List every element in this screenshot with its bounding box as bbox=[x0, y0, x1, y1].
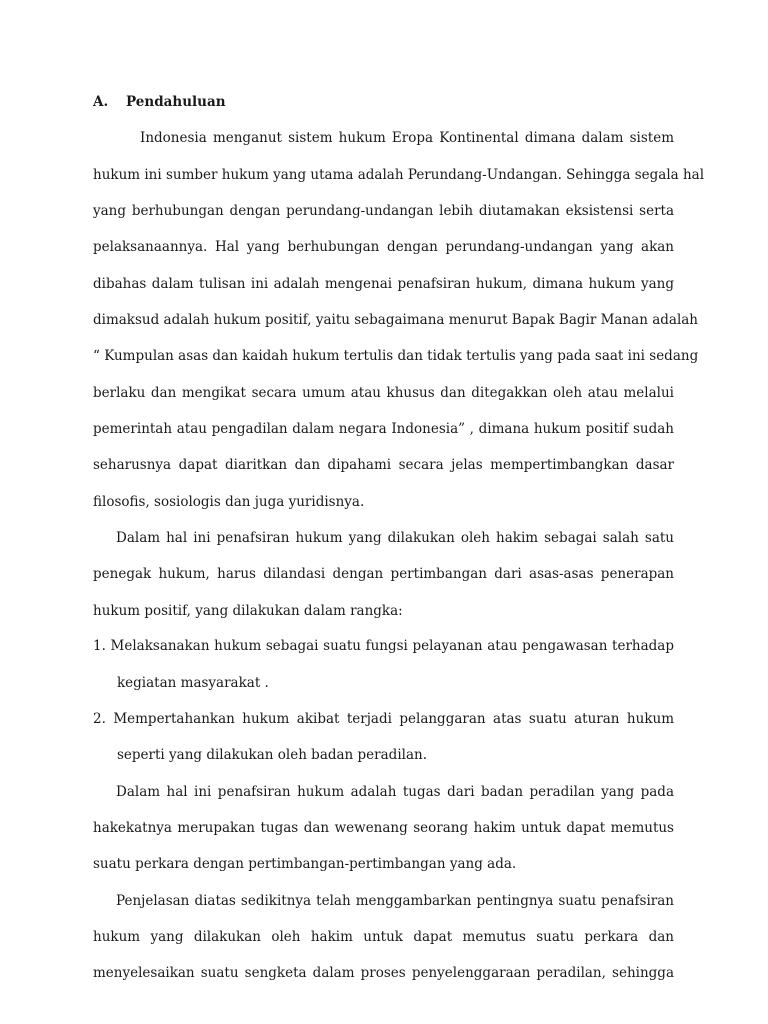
paragraph-line: dibahas dalam tulisan ini adalah mengenai penafsiran hukum, dimana hukum yang bbox=[93, 276, 674, 292]
paragraph-line: hakekatnya merupakan tugas dan wewenang seorang hakim untuk dapat memutus bbox=[93, 820, 674, 836]
list-item-line: seperti yang dilakukan oleh badan peradilan. bbox=[117, 747, 427, 763]
paragraph-line: pelaksanaannya. Hal yang berhubungan dengan perundang-undangan yang akan bbox=[93, 239, 674, 255]
paragraph-line: Penjelasan diatas sedikitnya telah menggambarkan pentingnya suatu penafsiran bbox=[116, 893, 674, 909]
paragraph-line: “ Kumpulan asas dan kaidah hukum tertulis dan tidak tertulis yang pada saat ini sedang bbox=[93, 348, 699, 364]
section-number: A. bbox=[93, 94, 109, 110]
paragraph-line: filosofis, sosiologis dan juga yuridisnya. bbox=[93, 494, 365, 510]
paragraph-line: yang berhubungan dengan perundang-undangan lebih diutamakan eksistensi serta bbox=[93, 203, 674, 219]
paragraph-line: hukum positif, yang dilakukan dalam rangka: bbox=[93, 603, 403, 619]
paragraph-line: Dalam hal ini penafsiran hukum adalah tugas dari badan peradilan yang pada bbox=[116, 784, 674, 800]
list-item-line: kegiatan masyarakat . bbox=[117, 675, 269, 691]
paragraph-line: Dalam hal ini penafsiran hukum yang dilakukan oleh hakim sebagai salah satu bbox=[116, 530, 674, 546]
paragraph-line: dimaksud adalah hukum positif, yaitu sebagaimana menurut Bapak Bagir Manan adalah bbox=[93, 312, 699, 328]
list-item-line: 2. Mempertahankan hukum akibat terjadi pelanggaran atas suatu aturan hukum bbox=[93, 711, 674, 727]
paragraph-line: seharusnya dapat diaritkan dan dipahami secara jelas mempertimbangkan dasar bbox=[93, 457, 674, 473]
paragraph-line: penegak hukum, harus dilandasi dengan pertimbangan dari asas-asas penerapan bbox=[93, 566, 674, 582]
list-item-line: 1. Melaksanakan hukum sebagai suatu fungsi pelayanan atau pengawasan terhadap bbox=[93, 638, 674, 654]
paragraph-line: menyelesaikan suatu sengketa dalam proses penyelenggaraan peradilan, sehingga bbox=[93, 965, 674, 981]
paragraph-line: pemerintah atau pengadilan dalam negara Indonesia” , dimana hukum positif sudah bbox=[93, 421, 674, 437]
paragraph-line: suatu perkara dengan pertimbangan-pertimbangan yang ada. bbox=[93, 856, 517, 872]
paragraph-line: hukum ini sumber hukum yang utama adalah Perundang-Undangan. Sehingga segala hal bbox=[93, 167, 705, 183]
paragraph-line: hukum yang dilakukan oleh hakim untuk dapat memutus suatu perkara dan bbox=[93, 929, 674, 945]
paragraph-line: berlaku dan mengikat secara umum atau khusus dan ditegakkan oleh atau melalui bbox=[93, 385, 674, 401]
paragraph-line: Indonesia menganut sistem hukum Eropa Kontinental dimana dalam sistem bbox=[140, 130, 674, 146]
section-title: Pendahuluan bbox=[126, 94, 226, 110]
section-heading bbox=[93, 93, 226, 111]
